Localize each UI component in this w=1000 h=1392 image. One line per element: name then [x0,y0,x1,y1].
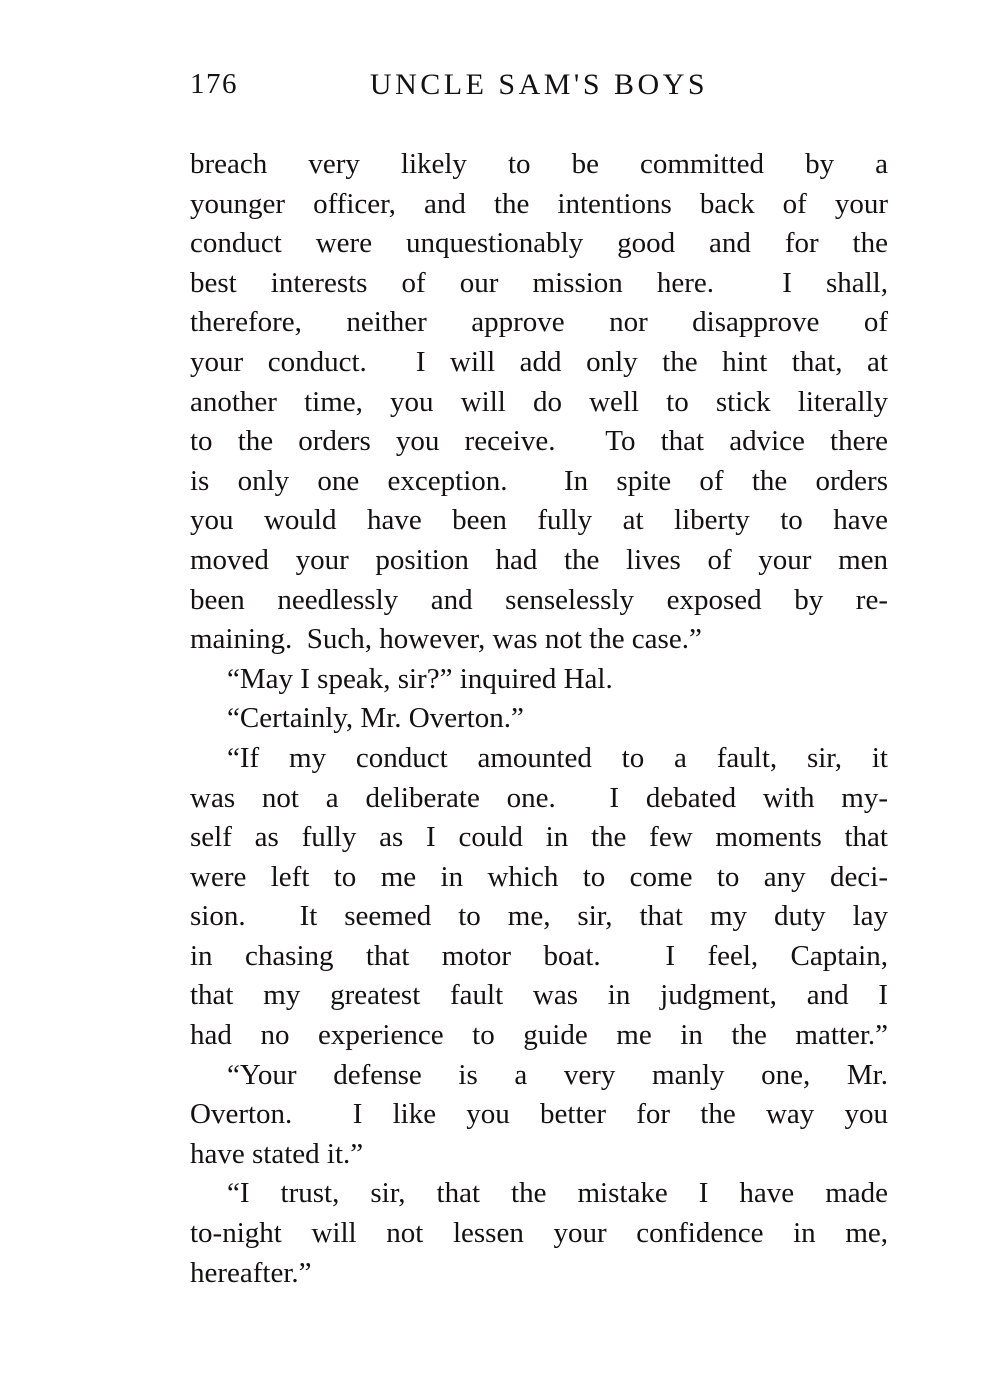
text-line: “May I speak, sir?” inquired Hal. [227,662,613,695]
body-text [190,145,888,1293]
text-line: “Certainly, Mr. Overton.” [227,702,524,735]
text-line: another time, you will do well to stick literally [190,385,888,418]
text-line: that my greatest fault was in judgment, and I [190,979,888,1012]
page-number: 176 [190,68,238,100]
text-line: moved your position had the lives of your men [190,543,888,576]
text-line: “Your defense is a very manly one, Mr. [227,1058,888,1091]
running-title: UNCLE SAM'S BOYS [369,68,709,101]
text-line: were left to me in which to come to any deci- [190,860,888,893]
text-line: you would have been fully at liberty to have [190,504,888,537]
text-line: been needlessly and senselessly exposed by re- [190,583,888,616]
text-line: sion. It seemed to me, sir, that my duty lay [190,900,888,933]
text-line: breach very likely to be committed by a [190,148,888,180]
page-header [190,70,888,110]
text-line: to-night will not lessen your confidence in me, [190,1217,888,1250]
text-line: conduct were unquestionably good and for the [190,227,888,260]
text-line: had no experience to guide me in the matter.” [190,1019,888,1052]
text-line: Overton. I like you better for the way you [190,1098,888,1131]
text-line: therefore, neither approve nor disapprove of [190,306,888,339]
text-line: self as fully as I could in the few moments that [190,821,888,854]
text-line: your conduct. I will add only the hint that, at [190,345,888,378]
text-line: hereafter.” [190,1256,312,1289]
text-line: “I trust, sir, that the mistake I have made [227,1177,888,1210]
text-line: have stated it.” [190,1137,364,1170]
text-line: maining. Such, however, was not the case.” [190,623,702,656]
text-line: younger officer, and the intentions back of your [190,187,888,220]
text-line: in chasing that motor boat. I feel, Captain, [190,939,888,972]
text-line: to the orders you receive. To that advice there [190,425,888,458]
text-line: best interests of our mission here. I shall, [190,266,888,299]
text-line: is only one exception. In spite of the orders [190,464,888,497]
text-line: “If my conduct amounted to a fault, sir, it [227,741,888,774]
text-line: was not a deliberate one. I debated with my- [190,781,888,814]
